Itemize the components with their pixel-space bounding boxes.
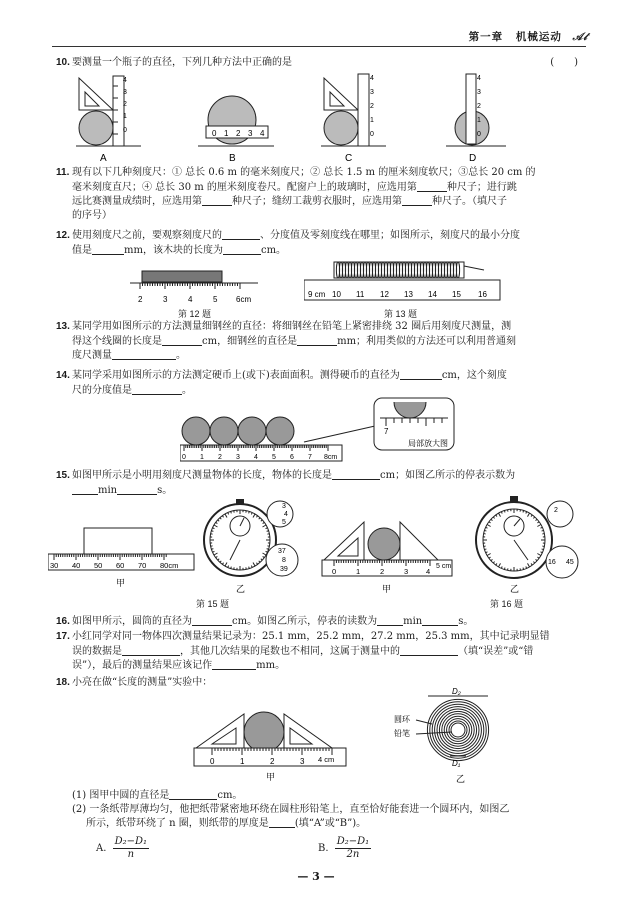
answer-blank[interactable]: [192, 614, 232, 626]
question-number: 17.: [56, 631, 70, 642]
svg-text:4: 4: [123, 77, 127, 84]
measured-object: [84, 528, 152, 554]
svg-text:3: 3: [370, 89, 374, 96]
answer-blank[interactable]: [400, 368, 442, 380]
svg-text:2: 2: [123, 101, 127, 108]
question-17: [56, 630, 586, 673]
ruler-tick: [249, 567, 250, 569]
question-10: [56, 56, 586, 70]
question-text: min: [403, 616, 423, 627]
question-16: [56, 614, 586, 629]
svg-text:16: 16: [478, 290, 487, 299]
svg-text:80cm: 80cm: [160, 561, 179, 570]
question-12: [56, 228, 586, 257]
answer-blank[interactable]: [212, 658, 256, 670]
svg-text:13: 13: [404, 290, 413, 299]
q16-stopwatch-figure: [468, 490, 586, 596]
question-text: 要测量一个瓶子的直径，下列几种方法中正确的是: [72, 57, 292, 68]
svg-text:3: 3: [123, 89, 127, 96]
header-divider: [52, 46, 586, 47]
option-label: B: [229, 153, 236, 164]
question-text: cm，细钢丝的直径是: [202, 335, 298, 347]
ruler-tick: [231, 511, 232, 513]
svg-text:圆环: 圆环: [394, 715, 410, 724]
question-text: mm，该木块的长度为: [124, 244, 223, 256]
question-text: 的序号）: [72, 209, 112, 221]
question-text: mm。: [256, 660, 286, 671]
question-number: 13.: [56, 321, 70, 332]
svg-text:0: 0: [123, 127, 127, 134]
answer-blank[interactable]: [132, 383, 182, 395]
answer-blank[interactable]: [400, 644, 458, 656]
question-text: 误”），最后的测量结果应该记作: [72, 660, 213, 671]
answer-paren: ( ): [550, 57, 578, 68]
answer-blank[interactable]: [202, 194, 232, 206]
svg-text:4: 4: [477, 75, 481, 82]
svg-text:1: 1: [224, 129, 229, 138]
svg-text:D₂: D₂: [452, 687, 461, 696]
svg-text:2: 2: [236, 129, 241, 138]
figure-caption: 第 16 题: [490, 599, 524, 609]
svg-text:2: 2: [554, 507, 558, 514]
svg-text:4: 4: [370, 75, 374, 82]
chapter-number: 第一章: [468, 31, 504, 43]
question-text: 得这个线圈的长度是: [72, 335, 162, 347]
q15-ruler-figure: [48, 500, 198, 590]
svg-text:4: 4: [284, 511, 288, 518]
answer-blank[interactable]: [297, 334, 337, 346]
question-number: 15.: [56, 470, 70, 481]
ruler-tick: [542, 549, 544, 550]
question-text: 。: [176, 350, 186, 361]
question-number: 11.: [56, 167, 70, 178]
answer-blank[interactable]: [117, 483, 157, 495]
chapter-logo-icon: 𝒜𝓉: [572, 31, 588, 43]
question-text: (2) 一条纸带厚薄均匀，他把纸带紧密地环绕在圆柱形铅笔上，直至恰好能套进一个圆环内，如图乙: [72, 803, 510, 815]
option-a[interactable]: A. $\frac{\text{D₂−D₁}}{n}$: [96, 836, 148, 860]
svg-text:12: 12: [380, 290, 389, 299]
ruler-tick: [211, 549, 213, 550]
option-c-figure: [321, 74, 386, 164]
question-text: 如图甲所示，圆筒的直径为: [72, 616, 192, 627]
answer-blank[interactable]: [417, 180, 447, 192]
ruler-tick: [267, 531, 269, 532]
svg-text:1: 1: [370, 117, 374, 124]
svg-text:8: 8: [282, 557, 286, 564]
svg-text:1: 1: [240, 757, 245, 766]
option-b-figure: [198, 96, 274, 164]
chapter-title: 机械运动: [515, 31, 562, 43]
svg-text:0: 0: [370, 131, 374, 138]
svg-text:3: 3: [300, 757, 305, 766]
svg-text:6: 6: [290, 454, 294, 461]
question-text: 现有以下几种刻度尺：① 总长 0.6 m 的毫米刻度尺；② 总长 1.5 m 的厘米刻度软尺；③总长 20 cm 的: [72, 167, 536, 178]
q16-cylinder-figure: [318, 506, 458, 594]
svg-text:37: 37: [278, 548, 286, 555]
answer-blank[interactable]: [169, 788, 217, 800]
question-14: [56, 368, 586, 397]
question-text: 小亮在做“长度的测量”实验中：: [72, 677, 213, 688]
answer-blank[interactable]: [92, 243, 124, 255]
question-11: [56, 166, 586, 222]
question-text: 小红同学对同一物体四次测量结果记录为：25.1 mm，25.2 mm，27.2 mm，25.3 mm，其中记录明显错: [72, 631, 550, 642]
answer-blank[interactable]: [422, 614, 458, 626]
svg-text:乙: 乙: [456, 774, 466, 784]
svg-text:30: 30: [50, 561, 59, 570]
question-text: s。: [157, 484, 173, 496]
svg-text:2: 2: [477, 103, 481, 110]
ruler-tick: [267, 549, 269, 550]
svg-text:D₁: D₁: [452, 759, 461, 768]
question-text: min: [98, 484, 118, 496]
question-text: (1) 图甲中圆的直径是: [72, 790, 170, 801]
ruler-tick: [249, 511, 250, 513]
svg-text:5: 5: [213, 295, 218, 304]
question-text: 某同学采用如图所示的方法测定硬币上(或下)表面面积。测得硬币的直径为: [72, 370, 400, 381]
svg-text:3: 3: [248, 129, 253, 138]
q10-figure: [66, 70, 536, 164]
question-13: [56, 320, 586, 363]
option-label: A: [100, 153, 107, 164]
question-text: 。: [182, 384, 192, 396]
question-text: 度尺测量: [72, 350, 112, 361]
q13-coil-figure: [304, 258, 504, 306]
question-text: s。: [458, 616, 474, 627]
question-number: 14.: [56, 370, 70, 381]
svg-text:铅笔: 铅笔: [394, 729, 410, 738]
svg-text:乙: 乙: [510, 584, 520, 594]
question-number: 10.: [56, 57, 70, 68]
svg-text:1: 1: [477, 117, 481, 124]
page-header: [469, 30, 588, 44]
question-text: 种尺子。（填尺子: [432, 196, 507, 207]
svg-text:甲: 甲: [266, 772, 276, 782]
question-text: mm；利用类似的方法还可以利用普通刻: [337, 335, 517, 347]
svg-text:局部放大图: 局部放大图: [408, 439, 448, 448]
question-text: 种尺子；进行跳: [446, 181, 517, 193]
ruler-tick: [231, 567, 232, 569]
option-a-figure: [76, 76, 141, 164]
svg-text:10: 10: [332, 290, 341, 299]
svg-text:4: 4: [188, 295, 193, 304]
svg-text:2: 2: [138, 295, 143, 304]
option-label: C: [345, 153, 353, 164]
question-text: 种尺子；缝纫工裁剪衣服时，应选用第: [232, 196, 402, 207]
svg-text:0: 0: [477, 131, 481, 138]
svg-text:2: 2: [380, 567, 385, 576]
q12-ruler-figure: [130, 268, 260, 306]
svg-text:2: 2: [370, 103, 374, 110]
svg-text:2: 2: [218, 454, 222, 461]
svg-text:8cm: 8cm: [324, 454, 338, 461]
svg-text:3: 3: [282, 503, 286, 510]
svg-text:0: 0: [332, 567, 337, 576]
svg-text:0: 0: [182, 454, 186, 461]
svg-text:甲: 甲: [382, 584, 392, 594]
svg-text:4: 4: [260, 129, 265, 138]
svg-text:16: 16: [548, 559, 556, 566]
question-number: 12.: [56, 230, 70, 241]
q18-ring-figure: [392, 686, 512, 786]
svg-text:4: 4: [426, 567, 431, 576]
svg-text:6cm: 6cm: [236, 295, 252, 304]
ruler-tick: [504, 568, 505, 570]
svg-text:甲: 甲: [116, 578, 126, 588]
option-d-figure: [446, 74, 506, 164]
ruler-tick: [485, 549, 487, 550]
ruler-tick: [542, 530, 544, 531]
q18-circle-figure: [192, 692, 352, 784]
question-text: (填“A”或“B”)。: [294, 818, 367, 829]
page-number: — 3 —: [297, 870, 335, 883]
question-text: 远比赛测量成绩时，应选用第: [72, 196, 202, 207]
question-18-parts: [56, 788, 586, 831]
svg-text:4: 4: [254, 454, 258, 461]
ruler-tick: [485, 530, 487, 531]
question-text: 使用刻度尺之前，要观察刻度尺的: [72, 230, 222, 241]
ruler-tick: [523, 568, 524, 570]
question-text: cm。: [260, 244, 287, 256]
ruler-tick: [523, 511, 524, 513]
svg-text:39: 39: [280, 566, 288, 573]
svg-text:3: 3: [477, 89, 481, 96]
svg-text:11: 11: [356, 290, 365, 299]
svg-text:乙: 乙: [236, 584, 246, 594]
figure-caption: 第 15 题: [196, 599, 230, 609]
svg-text:9 cm: 9 cm: [308, 290, 326, 299]
svg-text:14: 14: [428, 290, 437, 299]
svg-text:1: 1: [200, 454, 204, 461]
question-number: 16.: [56, 616, 70, 627]
ruler-tick: [504, 511, 505, 513]
svg-text:2: 2: [270, 757, 275, 766]
answer-blank[interactable]: [122, 644, 180, 656]
question-text: cm。: [217, 790, 243, 801]
svg-text:4 cm: 4 cm: [318, 755, 335, 764]
question-text: cm。如图乙所示，停表的读数为: [232, 616, 378, 627]
answer-blank[interactable]: [222, 228, 260, 240]
question-text: cm，这个刻度: [441, 370, 507, 381]
svg-text:5: 5: [272, 454, 276, 461]
answer-blank[interactable]: [332, 468, 380, 480]
svg-text:1: 1: [356, 567, 361, 576]
svg-text:3: 3: [163, 295, 168, 304]
question-text: 、分度值及零刻度线在哪里；如图所示，刻度尺的最小分度: [260, 230, 520, 241]
question-number: 18.: [56, 677, 70, 688]
svg-text:40: 40: [72, 561, 81, 570]
question-text: cm；如图乙所示的停表示数为: [380, 470, 516, 481]
svg-text:15: 15: [452, 290, 461, 299]
answer-blank[interactable]: [223, 243, 261, 255]
question-text: 尺的分度值是: [72, 384, 132, 396]
svg-text:7: 7: [384, 427, 389, 436]
question-text: ，其他几次结果的尾数也不相同，这属于测量中的: [180, 645, 400, 657]
svg-text:50: 50: [94, 561, 103, 570]
answer-blank[interactable]: [402, 194, 432, 206]
question-text: 误的数据是: [72, 645, 122, 657]
answer-blank[interactable]: [112, 348, 176, 360]
svg-text:60: 60: [116, 561, 125, 570]
q14-coin-figure: [180, 396, 460, 464]
svg-text:45: 45: [566, 559, 574, 566]
svg-text:1: 1: [123, 113, 127, 120]
q15-stopwatch-figure: [200, 496, 310, 596]
answer-blank[interactable]: [377, 614, 403, 626]
answer-blank[interactable]: [269, 816, 295, 828]
svg-text:3: 3: [236, 454, 240, 461]
svg-text:7: 7: [308, 454, 312, 461]
svg-text:5 cm: 5 cm: [436, 563, 452, 570]
answer-blank[interactable]: [72, 483, 98, 495]
figure-caption: 第 12 题: [178, 309, 212, 319]
question-text: 所示，纸带环绕了 n 圈，则纸带的厚度是: [86, 818, 269, 829]
ruler-tick: [211, 531, 213, 532]
option-b[interactable]: B. $\frac{\text{D₂−D₁}}{2n}$: [318, 836, 370, 860]
answer-blank[interactable]: [162, 334, 202, 346]
question-text: 值是: [72, 244, 92, 256]
figure-caption: 第 13 题: [384, 309, 418, 319]
svg-text:5: 5: [282, 519, 286, 526]
question-text: 如图甲所示是小明用刻度尺测量物体的长度，物体的长度是: [72, 470, 332, 481]
svg-text:70: 70: [138, 561, 147, 570]
question-text: 某同学用如图所示的方法测量细钢丝的直径：将细钢丝在铅笔上紧密排绕 32 圈后用刻度尺测量，测: [72, 321, 512, 332]
question-text: 毫米刻度直尺；④ 总长 30 m 的厘米刻度卷尺。配窗户上的玻璃时，应选用第: [72, 181, 417, 193]
wood-block: [142, 271, 222, 282]
svg-text:0: 0: [210, 757, 215, 766]
svg-text:0: 0: [212, 129, 217, 138]
question-text: （填“误差”或“错: [458, 645, 534, 657]
option-label: D: [469, 153, 477, 164]
svg-text:3: 3: [404, 567, 409, 576]
